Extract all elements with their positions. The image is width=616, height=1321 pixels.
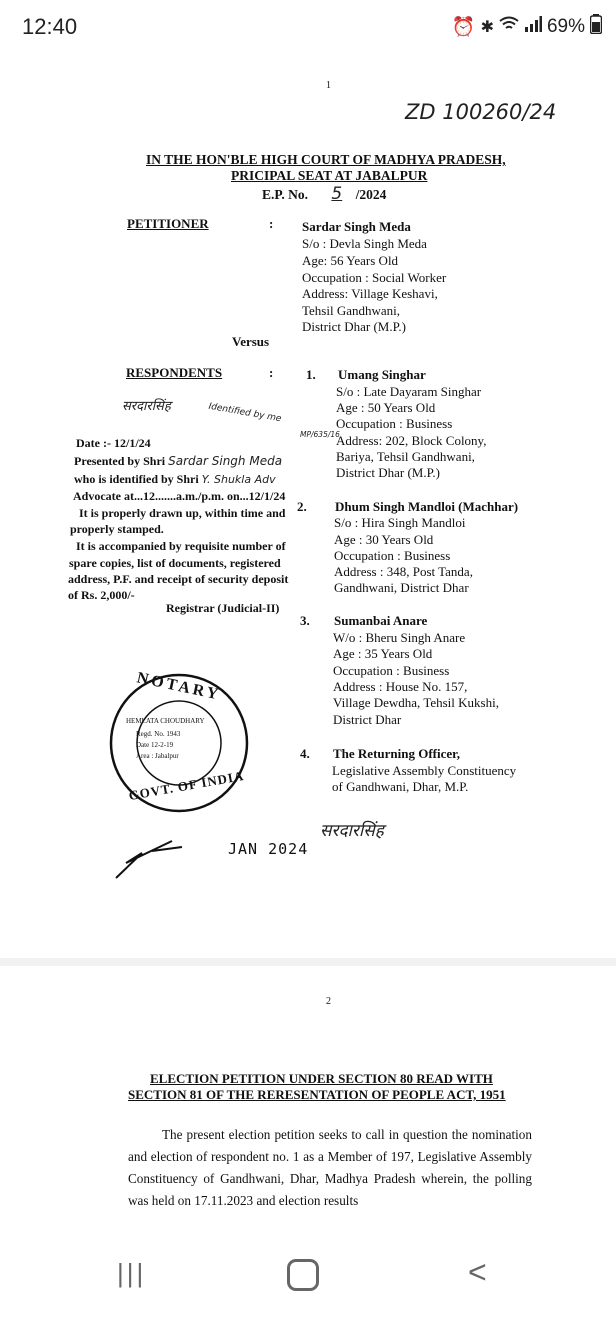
petitioner-line: Address: Village Keshavi, bbox=[302, 286, 438, 301]
respondent-line: W/o : Bheru Singh Anare bbox=[333, 630, 466, 645]
respondent-name: Umang Singhar bbox=[338, 367, 426, 382]
battery-icon bbox=[590, 14, 602, 40]
stamp-date: Date :- 12/1/24 bbox=[76, 436, 151, 450]
handwritten-reg-number: MP/635/16 bbox=[300, 430, 340, 439]
notary-area: Area : Jabalpur bbox=[136, 752, 179, 760]
document-page-1 bbox=[0, 58, 616, 958]
respondent-line: Village Dewdha, Tehsil Kukshi, bbox=[333, 695, 499, 710]
battery-text: 69% bbox=[546, 16, 585, 37]
handwritten-reference: ZD 100260/24 bbox=[405, 100, 557, 124]
stamp-accompanied-2: spare copies, list of documents, registered bbox=[69, 556, 281, 570]
stamp-proper-1: It is properly drawn up, within time and bbox=[79, 506, 286, 520]
page-number: 2 bbox=[326, 996, 331, 1007]
respondent-line: S/o : Hira Singh Mandloi bbox=[334, 515, 466, 530]
recents-button[interactable]: ||| bbox=[117, 1258, 147, 1288]
stamp-identified bbox=[74, 472, 276, 487]
respondent-name: The Returning Officer, bbox=[333, 746, 460, 761]
document-page-2 bbox=[0, 966, 616, 1226]
status-icons bbox=[452, 14, 602, 40]
respondent-line: Occupation : Business bbox=[336, 416, 453, 431]
respondent-line: Legislative Assembly Constituency bbox=[332, 763, 517, 778]
respondent-line: Address: 202, Block Colony, bbox=[336, 433, 487, 448]
ep-number bbox=[262, 184, 386, 204]
respondent-line: of Gandhwani, Dhar, M.P. bbox=[332, 779, 469, 794]
stamp-advocate: Advocate at...12.......a.m./p.m. on...12/1/24 bbox=[73, 489, 286, 503]
notary-seal bbox=[106, 670, 252, 816]
respondent-line: Occupation : Business bbox=[333, 663, 450, 678]
petition-title-line-1: ELECTION PETITION UNDER SECTION 80 READ WITH bbox=[150, 1071, 493, 1086]
hindi-signature: सरदारसिंह bbox=[320, 821, 384, 841]
respondents-label: RESPONDENTS bbox=[126, 365, 223, 380]
navigation-bar bbox=[0, 1226, 616, 1321]
respondent-line: Age : 30 Years Old bbox=[334, 532, 434, 547]
stamp-identified-label: who is identified by Shri bbox=[74, 472, 199, 486]
court-heading: IN THE HON'BLE HIGH COURT OF MADHYA PRADESH, bbox=[146, 152, 506, 167]
petitioner-name: Sardar Singh Meda bbox=[302, 219, 411, 234]
petitioner-line: District Dhar (M.P.) bbox=[302, 319, 406, 334]
page-separator bbox=[0, 958, 616, 966]
notary-date: Date 12-2-19 bbox=[136, 741, 174, 749]
respondent-name: Sumanbai Anare bbox=[334, 613, 428, 628]
notary-date-stamp: JAN 2024 bbox=[228, 840, 309, 858]
back-button[interactable]: < bbox=[468, 1254, 487, 1290]
notary-text: NOTARY bbox=[135, 669, 223, 704]
respondent-line: Gandhwani, District Dhar bbox=[334, 580, 469, 595]
alarm-icon: ⏰ bbox=[451, 17, 476, 38]
petitioner-colon: : bbox=[269, 216, 274, 231]
ep-year: /2024 bbox=[355, 187, 387, 202]
respondent-number: 3. bbox=[300, 613, 310, 628]
page-number: 1 bbox=[326, 80, 331, 91]
versus-label: Versus bbox=[232, 334, 270, 349]
respondent-number: 4. bbox=[300, 746, 310, 761]
respondent-line: Bariya, Tehsil Gandhwani, bbox=[336, 449, 475, 464]
notary-reg: Regd. No. 1943 bbox=[136, 730, 181, 738]
status-bar bbox=[0, 0, 616, 58]
stamp-accompanied-3: address, P.F. and receipt of security deposit bbox=[68, 572, 289, 586]
notary-name: HEMLATA CHOUDHARY bbox=[126, 717, 205, 725]
respondent-line: Age : 50 Years Old bbox=[336, 400, 436, 415]
signal-icon bbox=[524, 16, 542, 38]
respondent-line: Address : 348, Post Tanda, bbox=[334, 564, 473, 579]
respondent-line: Address : House No. 157, bbox=[333, 679, 468, 694]
ep-prefix: E.P. No. bbox=[262, 187, 309, 202]
home-button[interactable] bbox=[287, 1259, 319, 1291]
respondent-line: District Dhar (M.P.) bbox=[336, 465, 440, 480]
handwritten-identified: Identified by me bbox=[207, 401, 283, 425]
stamp-accompanied-1: It is accompanied by requisite number of bbox=[76, 539, 286, 553]
respondents-colon: : bbox=[269, 365, 274, 380]
stamp-presented-label: Presented by Shri bbox=[74, 454, 166, 468]
petition-body-text: The present election petition seeks to call in question the nomination and election of respondent no. 1 as a Member of 197, Legislative Assembly Constituency of Gandhwani, Dhar, Madhya Pradesh wherein, the polling was held on 17.11.2023 and election results bbox=[128, 1127, 532, 1208]
court-seat: PRICIPAL SEAT AT JABALPUR bbox=[231, 168, 428, 183]
stamp-accompanied-4: of Rs. 2,000/- bbox=[68, 588, 135, 602]
stamp-presented bbox=[74, 454, 282, 469]
ep-handwritten-number: 5 bbox=[331, 184, 343, 204]
petition-title-line-2: SECTION 81 OF THE RERESENTATION OF PEOPLE ACT, 1951 bbox=[128, 1087, 506, 1102]
wifi-icon bbox=[499, 16, 519, 38]
respondent-name: Dhum Singh Mandloi (Machhar) bbox=[335, 499, 519, 514]
stamp-identified-name: Y. Shukla Adv bbox=[201, 473, 276, 486]
stamp-registrar: Registrar (Judicial-II) bbox=[166, 601, 280, 615]
respondent-number: 1. bbox=[306, 367, 316, 382]
petitioner-line: S/o : Devla Singh Meda bbox=[302, 236, 427, 251]
respondent-line: District Dhar bbox=[333, 712, 402, 727]
petitioner-line: Age: 56 Years Old bbox=[302, 253, 399, 268]
stamp-presented-name: Sardar Singh Meda bbox=[168, 454, 283, 468]
govt-india-text: GOVT. OF INDIA bbox=[127, 767, 246, 804]
clock: 12:40 bbox=[22, 14, 78, 39]
signature-scribble bbox=[112, 823, 192, 883]
respondent-line: Age : 35 Years Old bbox=[333, 646, 433, 661]
respondent-line: Occupation : Business bbox=[334, 548, 451, 563]
handwritten-hindi-sign: सरदारसिंह bbox=[122, 399, 171, 414]
petitioner-line: Occupation : Social Worker bbox=[302, 270, 447, 285]
bluetooth-icon: ✱ bbox=[480, 19, 494, 36]
respondent-line: S/o : Late Dayaram Singhar bbox=[336, 384, 482, 399]
respondent-number: 2. bbox=[297, 499, 307, 514]
petitioner-label: PETITIONER bbox=[127, 216, 209, 231]
petitioner-line: Tehsil Gandhwani, bbox=[302, 303, 401, 318]
stamp-proper-2: properly stamped. bbox=[70, 522, 164, 536]
